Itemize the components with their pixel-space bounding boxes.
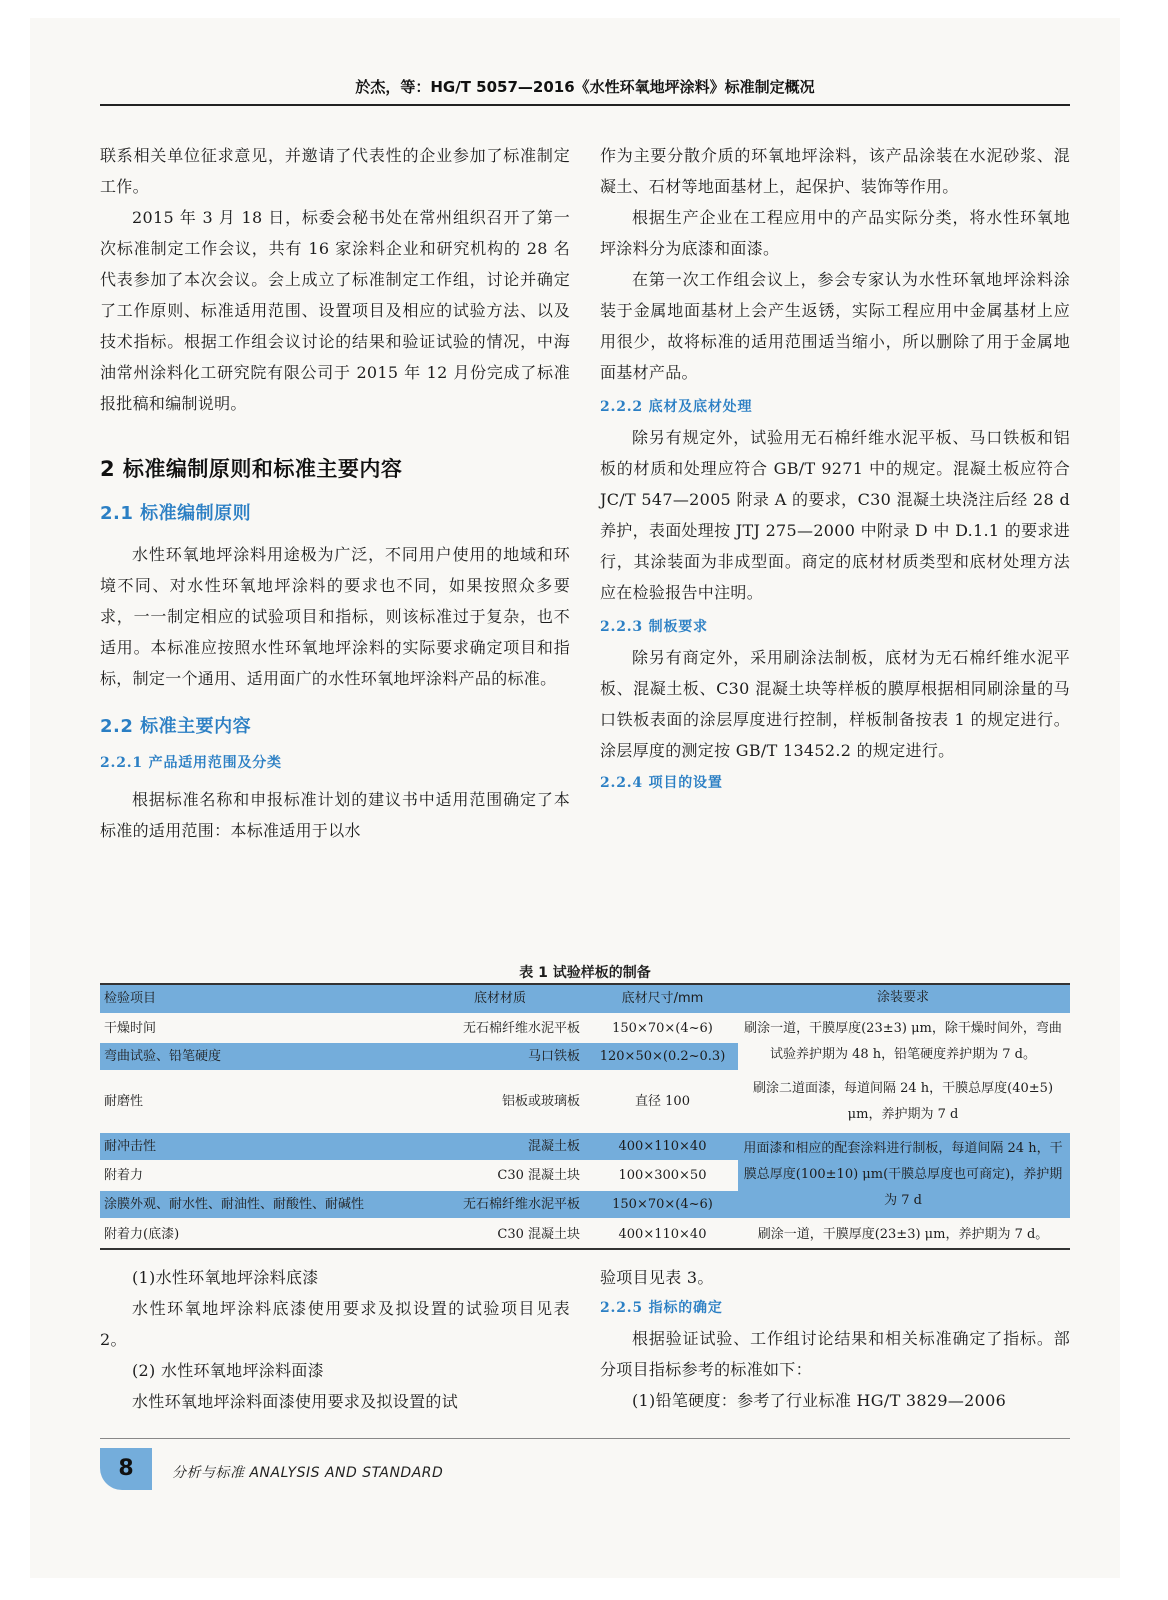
- table-cell: 120×50×(0.2~0.3): [599, 1049, 726, 1064]
- paragraph: 联系相关单位征求意见，并邀请了代表性的企业参加了标准制定工作。: [100, 146, 570, 196]
- table-cell: 400×110×40: [618, 1227, 707, 1242]
- footer-rule: [100, 1438, 1070, 1439]
- table-cell: 150×70×(4~6): [612, 1021, 713, 1036]
- paragraph: (1)铅笔硬度：参考了行业标准 HG/T 3829—2006: [632, 1391, 1007, 1410]
- paragraph: 除另有规定外，试验用无石棉纤维水泥平板、马口铁板和铝板的材质和处理应符合 GB/T 9271 中的规定。混凝土板应符合 JC/T 547—2005 附录 A 的要求，C30 混凝土块浇注后经 28 d 养护，表面处理按 JTJ 275—2000 中附录 D 中 D.1.1 的要求进行，其涂装面为非成型面。商定的底材材质类型和底材处理方法应在检验报告中注明。: [600, 428, 1070, 602]
- table-cell: 100×300×50: [618, 1168, 707, 1183]
- table-cell: 干燥时间: [104, 1021, 157, 1036]
- journal-section-name: 分析与标准 ANALYSIS AND STANDARD: [172, 1465, 444, 1481]
- paragraph: 在第一次工作组会议上，参会专家认为水性环氧地坪涂料涂装于金属地面基材上会产生返锈，实际工程应用中金属基材上应用很少，故将标准的适用范围适当缩小，所以删除了用于金属地面基材产品。: [600, 270, 1070, 382]
- sub-subsection-heading: 2.2.2 底材及底材处理: [600, 399, 753, 415]
- paragraph: (2) 水性环氧地坪涂料面漆: [132, 1361, 324, 1380]
- sub-subsection-heading: 2.2.5 指标的确定: [600, 1300, 723, 1316]
- table-cell: 涂膜外观、耐水性、耐油性、耐酸性、耐碱性: [104, 1197, 365, 1212]
- paragraph: 除另有商定外，采用刷涂法制板，底材为无石棉纤维水泥平板、混凝土板、C30 混凝土块等样板的膜厚根据相同刷涂量的马口铁板表面的涂层厚度进行控制，样板制备按表 1 的规定进行。涂层厚度的测定按 GB/T 13452.2 的规定进行。: [600, 648, 1070, 760]
- table-cell: C30 混凝土块: [497, 1227, 580, 1242]
- table-cell: 刷涂二道面漆，每道间隔 24 h，干膜总厚度(40±5) μm，养护期为 7 d: [752, 1081, 1054, 1122]
- paragraph: 水性环氧地坪涂料用途极为广泛，不同用户使用的地域和环境不同、对水性环氧地坪涂料的要求也不同，如果按照众多要求，一一制定相应的试验项目和指标，则该标准过于复杂，也不适用。本标准应按照水性环氧地坪涂料的实际要求确定项目和指标，制定一个通用、适用面广的水性环氧地坪涂料产品的标准。: [100, 545, 570, 688]
- left-column-bottom: [100, 1262, 570, 1417]
- paragraph: 根据生产企业在工程应用中的产品实际分类，将水性环氧地坪涂料分为底漆和面漆。: [600, 208, 1070, 258]
- table-cell: 刷涂一道，干膜厚度(23±3) μm，养护期为 7 d。: [757, 1227, 1049, 1242]
- table-cell: 附着力: [104, 1168, 144, 1183]
- table-cell: 铝板或玻璃板: [501, 1094, 580, 1109]
- paragraph: 水性环氧地坪涂料面漆使用要求及拟设置的试: [132, 1392, 459, 1411]
- right-column-bottom: [600, 1262, 1070, 1416]
- table-cell: 用面漆和相应的配套涂料进行制板，每道间隔 24 h，干膜总厚度(100±10) μm(干膜总厚度也可商定)，养护期为 7 d: [743, 1141, 1063, 1208]
- paragraph: 水性环氧地坪涂料底漆使用要求及拟设置的试验项目见表 2。: [100, 1299, 570, 1349]
- paragraph: 作为主要分散介质的环氧地坪涂料，该产品涂装在水泥砂浆、混凝土、石材等地面基材上，起保护、装饰等作用。: [600, 146, 1070, 196]
- table-cell: C30 混凝土块: [497, 1168, 580, 1183]
- table-header-cell: 涂装要求: [876, 990, 929, 1005]
- table-cell: 刷涂一道，干膜厚度(23±3) μm，除干燥时间外，弯曲试验养护期为 48 h，铅笔硬度养护期为 7 d。: [744, 1021, 1062, 1062]
- table-cell: 无石棉纤维水泥平板: [462, 1197, 580, 1212]
- table-cell: 无石棉纤维水泥平板: [462, 1021, 580, 1036]
- subsection-heading: 2.2 标准主要内容: [100, 716, 252, 737]
- subsection-heading: 2.1 标准编制原则: [100, 503, 252, 524]
- table-header-cell: 底材尺寸/mm: [621, 991, 704, 1006]
- table-cell: 附着力(底漆): [104, 1227, 180, 1242]
- paragraph: (1)水性环氧地坪涂料底漆: [132, 1268, 319, 1287]
- table-cell: 直径 100: [635, 1094, 690, 1109]
- table-cell: 400×110×40: [618, 1139, 707, 1154]
- table-cell: 150×70×(4~6): [612, 1197, 713, 1212]
- paragraph: 根据验证试验、工作组讨论结果和相关标准确定了指标。部分项目指标参考的标准如下：: [600, 1329, 1070, 1379]
- left-column-top: [100, 140, 570, 846]
- section-heading: 2 标准编制原则和标准主要内容: [100, 457, 403, 481]
- running-title: 於杰，等：HG/T 5057—2016《水性环氧地坪涂料》标准制定概况: [355, 78, 815, 96]
- table-header-cell: 检验项目: [104, 991, 157, 1006]
- page-number: 8: [100, 1448, 152, 1490]
- table-cell: 弯曲试验、铅笔硬度: [104, 1049, 222, 1064]
- table-header-cell: 底材材质: [473, 991, 526, 1006]
- sub-subsection-heading: 2.2.3 制板要求: [600, 619, 708, 635]
- table-cell: 耐冲击性: [104, 1139, 157, 1154]
- table-bottom-rule: [100, 1248, 1070, 1250]
- header-rule: [100, 104, 1070, 106]
- sub-subsection-heading: 2.2.4 项目的设置: [600, 775, 723, 791]
- table-cell: 耐磨性: [104, 1094, 144, 1109]
- right-column-top: [600, 140, 1070, 792]
- sub-subsection-heading: 2.2.1 产品适用范围及分类: [100, 755, 282, 771]
- table-cell: 马口铁板: [527, 1049, 580, 1064]
- paragraph: 2015 年 3 月 18 日，标委会秘书处在常州组织召开了第一次标准制定工作会议，共有 16 家涂料企业和研究机构的 28 名代表参加了本次会议。会上成立了标准制定工作组，讨论并确定了工作原则、标准适用范围、设置项目及相应的试验方法、以及技术指标。根据工作组会议讨论的结果和验证试验的情况，中海油常州涂料化工研究院有限公司于 2015 年 12 月份完成了标准报批稿和编制说明。: [100, 208, 570, 413]
- table-cell: 混凝土板: [527, 1139, 580, 1154]
- paragraph: 验项目见表 3。: [600, 1268, 714, 1287]
- paragraph: 根据标准名称和申报标准计划的建议书中适用范围确定了本标准的适用范围：本标准适用于以水: [100, 790, 570, 840]
- table-title: 表 1 试验样板的制备: [519, 965, 651, 981]
